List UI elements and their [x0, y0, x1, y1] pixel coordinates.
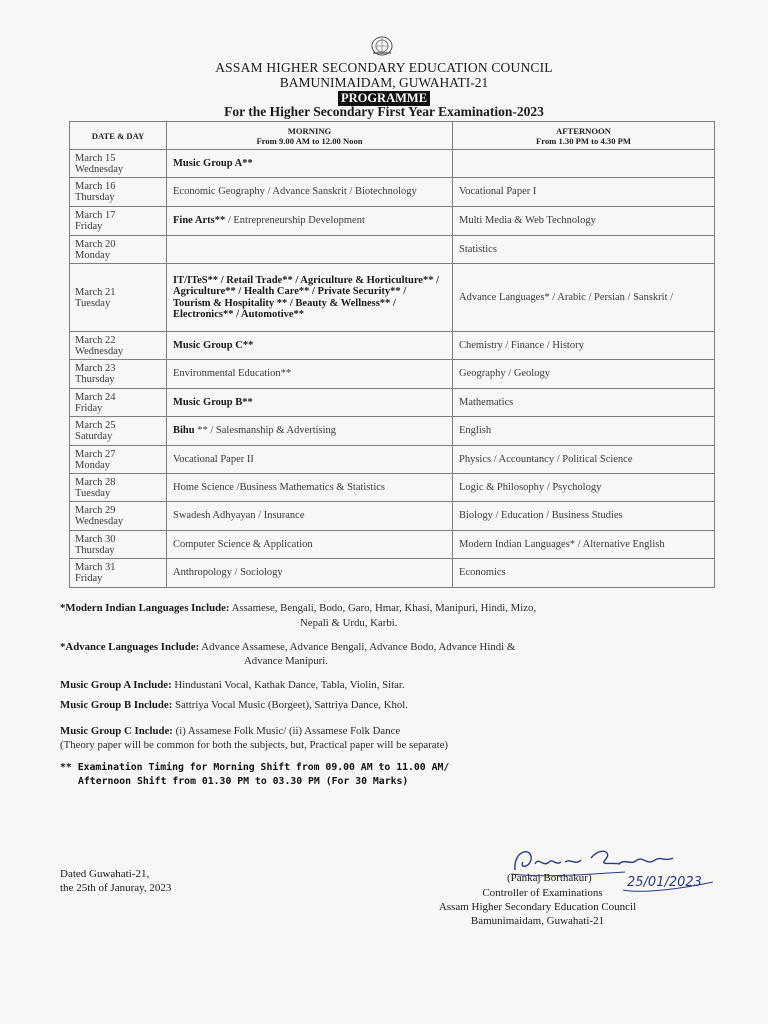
date-text: March 29 — [75, 505, 116, 516]
day-text: Thursday — [75, 544, 115, 556]
sign-date: 25/01/2023 — [627, 875, 702, 890]
date-text: March 24 — [75, 391, 116, 403]
note-adv-text: Advance Assamese, Advance Bengali, Advance Bodo, Advance Hindi & — [201, 641, 516, 653]
note-adv-text-cont: Advance Manipuri. — [244, 655, 328, 667]
date-text: March 17 — [75, 210, 116, 221]
morning-cell — [167, 389, 453, 417]
morning-subject: IT/ITeS** / Retail Trade** / Agriculture & Horticulture** / Agriculture** / Health Care** / Private Security** / Tourism & Hospitality ** / Beauty & Wellness** / Electronics** / Automotive** — [173, 274, 439, 320]
council-name: ASSAM HIGHER SECONDARY EDUCATION COUNCIL — [215, 60, 553, 75]
morning-subject: Music Group C** — [173, 339, 254, 351]
day-text: Monday — [75, 459, 110, 471]
morning-subject: Music Group A** — [173, 157, 253, 169]
table-row — [70, 236, 715, 264]
date-text: March 20 — [75, 238, 116, 250]
morning-subject: / Entrepreneurship Development — [225, 215, 365, 227]
morning-subject: Music Group B** — [173, 396, 253, 408]
date-text: March 22 — [75, 334, 116, 346]
afternoon-cell: Vocational Paper I — [453, 178, 715, 207]
header-date-day: DATE & DAY — [70, 122, 167, 150]
council-emblem-icon — [369, 33, 395, 57]
morning-cell: Swadesh Adhyayan / Insurance — [167, 502, 453, 531]
dated-place: Dated Guwahati-21, — [60, 868, 150, 880]
morning-cell — [167, 417, 453, 446]
note-music-group-c — [60, 724, 725, 752]
day-text: Thursday — [75, 192, 115, 203]
table-row — [70, 559, 715, 588]
date-text: March 23 — [75, 363, 116, 374]
signer-address: Bamunimaidam, Guwahati-21 — [470, 915, 605, 927]
exam-schedule-table — [69, 121, 715, 588]
morning-cell: Anthropology / Sociology — [167, 559, 453, 588]
day-text: Tuesday — [75, 487, 111, 499]
date-text: March 27 — [75, 448, 116, 460]
afternoon-cell: Statistics — [453, 236, 715, 264]
afternoon-cell — [453, 150, 715, 178]
table-row — [70, 207, 715, 236]
afternoon-cell: Chemistry / Finance / History — [453, 332, 715, 360]
header-afternoon-time: From 1.30 PM to 4.30 PM — [535, 135, 632, 146]
table-row — [70, 360, 715, 389]
note-adv-label: *Advance Languages Include: — [60, 641, 200, 653]
signer-title-block — [400, 886, 675, 928]
table-row — [70, 502, 715, 531]
afternoon-cell: Modern Indian Languages* / Alternative English — [453, 531, 715, 559]
note-exam-timing — [60, 761, 725, 789]
morning-subject-bold: Bihu — [173, 425, 195, 437]
date-cell — [70, 178, 167, 207]
note-mgb-label: Music Group B Include: — [60, 699, 173, 711]
note-mgb-text: Sattriya Vocal Music (Borgeet), Sattriya Dance, Khol. — [175, 699, 408, 711]
table-row — [70, 474, 715, 502]
day-text: Saturday — [75, 431, 113, 442]
date-text: March 25 — [75, 420, 116, 431]
table-row — [70, 417, 715, 446]
date-cell — [70, 531, 167, 559]
day-text: Wednesday — [75, 345, 124, 357]
day-text: Wednesday — [75, 163, 124, 175]
day-text: Friday — [75, 402, 103, 414]
table-header-row — [70, 122, 715, 150]
morning-cell — [167, 236, 453, 264]
note-mil-text-cont: Nepali & Urdu, Karbi. — [300, 617, 398, 629]
date-cell — [70, 417, 167, 446]
morning-cell — [167, 207, 453, 236]
day-text: Wednesday — [75, 516, 124, 527]
morning-cell: Environmental Education** — [167, 360, 453, 389]
header-morning-label: MORNING — [287, 125, 332, 136]
header-morning — [167, 122, 453, 150]
day-text: Thursday — [75, 374, 115, 385]
note-modern-languages — [60, 601, 725, 631]
afternoon-cell: Logic & Philosophy / Psychology — [453, 474, 715, 502]
date-cell — [70, 446, 167, 474]
date-cell — [70, 559, 167, 588]
morning-cell — [167, 150, 453, 178]
day-text: Tuesday — [75, 297, 111, 309]
note-mil-text: Assamese, Bengali, Bodo, Garo, Hmar, Khasi, Manipuri, Hindi, Mizo, — [231, 602, 537, 614]
date-cell — [70, 207, 167, 236]
day-text: Monday — [75, 249, 110, 261]
council-address: BAMUNIMAIDAM, GUWAHATI-21 — [279, 75, 489, 90]
date-cell — [70, 236, 167, 264]
signer-organization: Assam Higher Secondary Education Council — [438, 901, 637, 913]
dated-date: the 25th of Januray, 2023 — [60, 882, 172, 894]
dated-block — [60, 867, 171, 895]
afternoon-cell: Physics / Accountancy / Political Science — [453, 446, 715, 474]
note-mil-label: *Modern Indian Languages Include: — [60, 602, 230, 614]
morning-cell: Economic Geography / Advance Sanskrit / Biotechnology — [167, 178, 453, 207]
date-cell — [70, 474, 167, 502]
note-advance-languages — [60, 640, 725, 668]
date-cell — [70, 264, 167, 332]
afternoon-cell: Multi Media & Web Technology — [453, 207, 715, 236]
date-cell — [70, 332, 167, 360]
afternoon-cell: Geography / Geology — [453, 360, 715, 389]
date-cell — [70, 389, 167, 417]
note-music-group-b — [60, 699, 725, 711]
programme-label: PROGRAMME — [338, 91, 430, 106]
table-row — [70, 389, 715, 417]
date-cell — [70, 502, 167, 531]
note-timing-line1: ** Examination Timing for Morning Shift from 09.00 AM to 11.00 AM/ — [60, 762, 450, 773]
morning-subject-bold: Fine Arts** — [173, 215, 226, 227]
document-subtitle: For the Higher Secondary First Year Examination-2023 — [224, 104, 544, 119]
morning-subject: ** / Salesmanship & Advertising — [194, 425, 337, 437]
note-timing-line2: Afternoon Shift from 01.30 PM to 03.30 PM (For 30 Marks) — [78, 776, 409, 787]
date-text: March 15 — [75, 152, 116, 164]
note-mgc-text-cont: (Theory paper will be common for both the subjects, but, Practical paper will be separate) — [60, 739, 448, 751]
morning-cell — [167, 264, 453, 332]
morning-cell: Home Science /Business Mathematics & Statistics — [167, 474, 453, 502]
day-text: Friday — [75, 221, 103, 232]
note-mga-label: Music Group A Include: — [60, 679, 172, 691]
afternoon-cell: Economics — [453, 559, 715, 588]
note-mga-text: Hindustani Vocal, Kathak Dance, Tabla, Violin, Sitar. — [174, 679, 405, 691]
table-row — [70, 150, 715, 178]
table-row — [70, 446, 715, 474]
note-mgc-text: (i) Assamese Folk Music/ (ii) Assamese Folk Dance — [175, 725, 401, 737]
table-row — [70, 178, 715, 207]
date-text: March 30 — [75, 533, 116, 545]
date-cell — [70, 150, 167, 178]
header-morning-time: From 9.00 AM to 12.00 Noon — [256, 135, 363, 146]
table-row — [70, 531, 715, 559]
date-cell — [70, 360, 167, 389]
afternoon-cell: Biology / Education / Business Studies — [453, 502, 715, 531]
header-afternoon-label: AFTERNOON — [556, 125, 611, 136]
afternoon-cell: Mathematics — [453, 389, 715, 417]
afternoon-cell: Advance Languages* / Arabic / Persian / Sanskrit / — [453, 264, 715, 332]
day-text: Friday — [75, 573, 103, 584]
date-text: March 21 — [75, 286, 116, 298]
table-row — [70, 332, 715, 360]
morning-cell: Vocational Paper II — [167, 446, 453, 474]
morning-cell — [167, 332, 453, 360]
note-music-group-a — [60, 679, 725, 691]
date-text: March 28 — [75, 476, 116, 488]
header-afternoon — [453, 122, 715, 150]
afternoon-cell: English — [453, 417, 715, 446]
morning-cell: Computer Science & Application — [167, 531, 453, 559]
date-text: March 31 — [75, 562, 116, 573]
note-mgc-label: Music Group C Include: — [60, 725, 173, 737]
date-text: March 16 — [75, 181, 116, 192]
signer-designation: Controller of Examinations — [482, 887, 603, 899]
signer-name: (Pankaj Borthakur) — [507, 872, 592, 884]
table-row — [70, 264, 715, 332]
